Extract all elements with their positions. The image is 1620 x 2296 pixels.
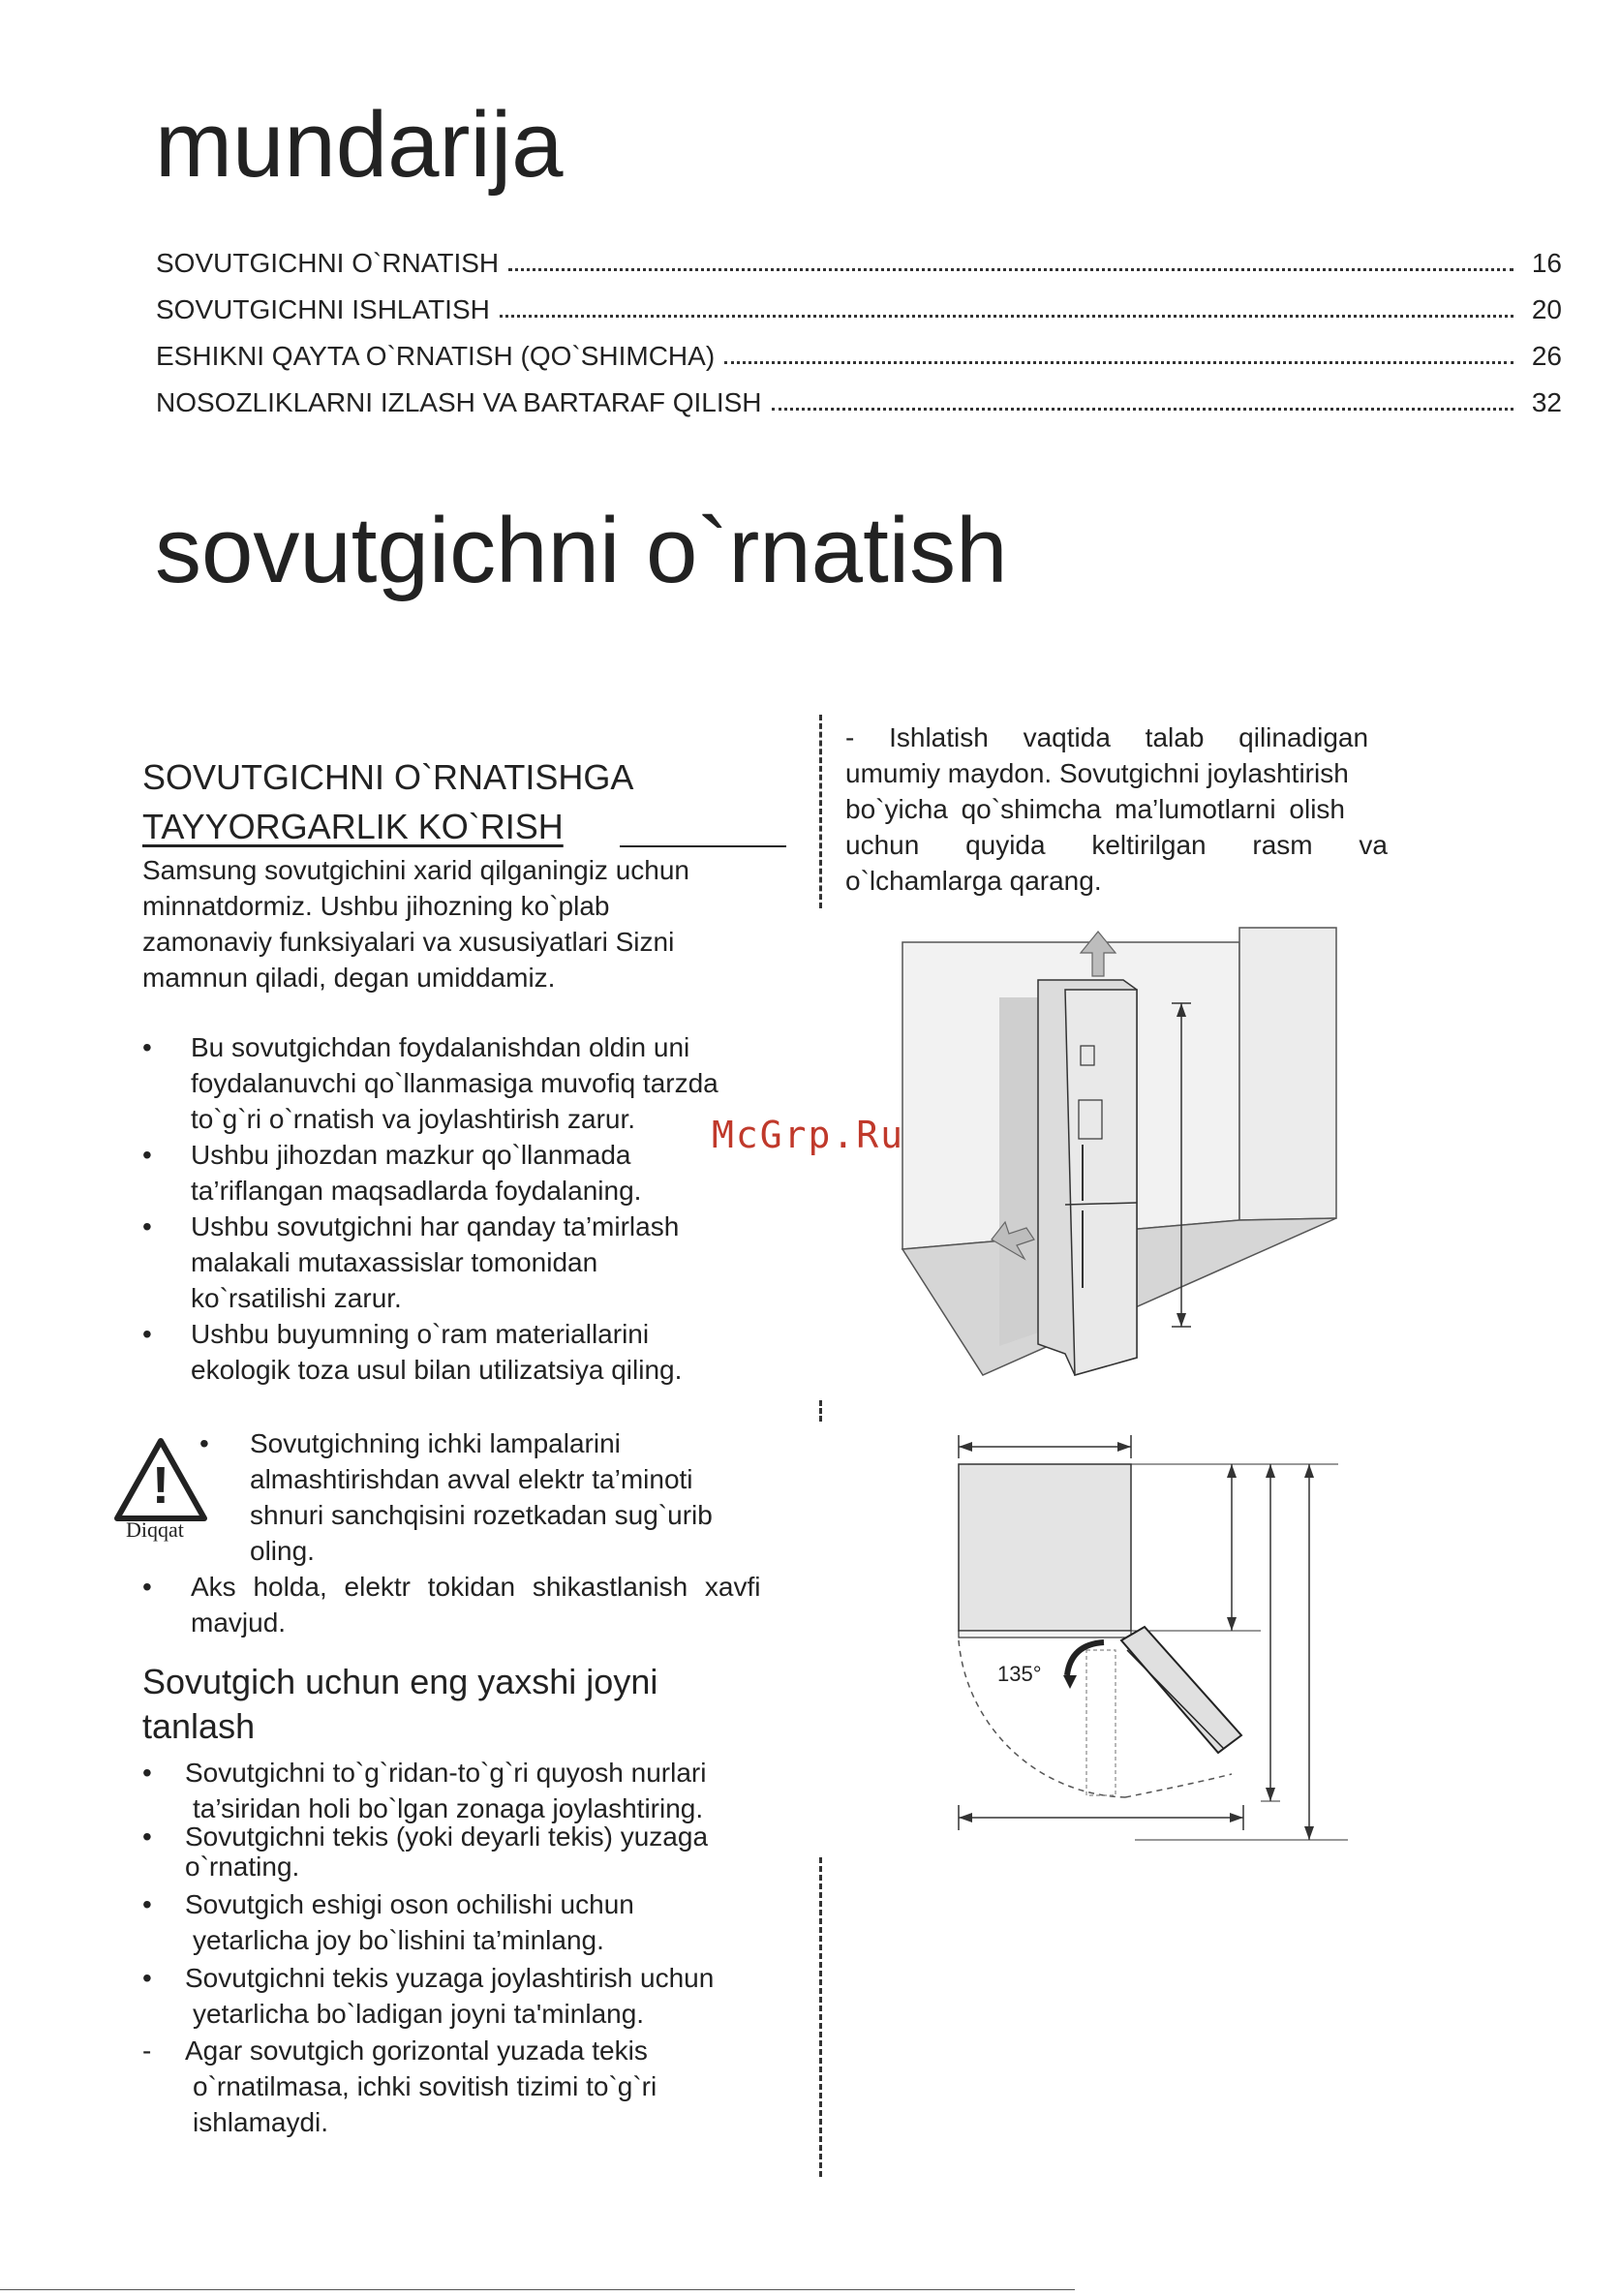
bullet: • — [142, 1889, 152, 1919]
list-item-line: yetarlicha joy bo`lishini ta’minlang. — [193, 1925, 604, 1955]
column-divider — [819, 1400, 822, 1422]
right-line: o`lchamlarga qarang. — [845, 866, 1102, 896]
list-item-line: Sovutgichni tekis (yoki deyarli tekis) yuzaga — [185, 1821, 709, 1852]
list-item-line: foydalanuvchi qo`llanmasiga muvofiq tarzda — [191, 1068, 718, 1098]
section2-title-line: tanlash — [142, 1706, 256, 1746]
warning-line: mavjud. — [191, 1607, 287, 1638]
list-item-line: Sovutgichni tekis yuzaga joylashtirish uchun — [185, 1963, 715, 1993]
bullet: • — [142, 1572, 152, 1602]
list-item-line: Agar sovutgich gorizontal yuzada tekis — [185, 2036, 648, 2066]
list-item-line: o`rnating. — [185, 1852, 300, 1882]
list-item-line: ta’riflangan maqsadlarda foydalaning. — [191, 1176, 642, 1206]
dash: - — [142, 2036, 152, 2066]
chapter-title: sovutgichni o`rnatish — [155, 499, 1008, 602]
warning-line: Sovutgichning ichki lampalarini — [250, 1428, 621, 1458]
warning-label: Diqqat — [126, 1517, 184, 1542]
toc-entry-title: SOVUTGICHNI O`RNATISH — [156, 248, 500, 278]
list-item-line: ekologik toza usul bilan utilizatsiya qiling. — [191, 1355, 683, 1385]
toc-entry[interactable] — [156, 287, 1562, 325]
list-item-line: to`g`ri o`rnatish va joylashtirish zarur. — [191, 1104, 636, 1134]
section2-title-line: Sovutgich uchun eng yaxshi joyni — [142, 1662, 658, 1701]
intro-line: mamnun qiladi, degan umiddamiz. — [142, 963, 556, 993]
door-clearance-diagram — [941, 1425, 1358, 1852]
bullet: • — [142, 1319, 152, 1349]
intro-line: minnatdormiz. Ushbu jihozning ko`plab — [142, 891, 610, 921]
toc-leader — [772, 408, 1513, 411]
toc-leader — [724, 361, 1513, 364]
toc-entry-title: NOSOZLIKLARNI IZLASH VA BARTARAF QILISH — [156, 387, 762, 417]
angle-label: 135° — [997, 1662, 1042, 1686]
warning-line: Aks holda, elektr tokidan shikastlanish xavfi — [191, 1572, 761, 1602]
section-title-line2: TAYYORGARLIK KO`RISH — [142, 807, 564, 846]
toc-entry-title: ESHIKNI QAYTA O`RNATISH (QO`SHIMCHA) — [156, 341, 716, 371]
list-item-line: Sovutgichni to`g`ridan-to`g`ri quyosh nurlari — [185, 1758, 707, 1788]
list-item-line: ta’siridan holi bo`lgan zonaga joylashtiring. — [193, 1793, 704, 1823]
list-item-line: ko`rsatilishi zarur. — [191, 1283, 402, 1313]
toc-entry[interactable] — [156, 380, 1562, 418]
bullet: • — [142, 1821, 152, 1852]
bullet: • — [142, 1032, 152, 1062]
toc-entry-page: 26 — [1531, 341, 1562, 371]
bullet: • — [199, 1428, 209, 1458]
right-paragraph — [845, 719, 1415, 899]
list-item-line: Sovutgich eshigi oson ochilishi uchun — [185, 1889, 634, 1919]
bullet: • — [142, 1211, 152, 1241]
toc-entry-page: 32 — [1531, 387, 1562, 417]
right-line: umumiy maydon. Sovutgichni joylashtirish — [845, 758, 1349, 788]
toc-leader — [500, 315, 1513, 318]
list-item-line: Bu sovutgichdan foydalanishdan oldin uni — [191, 1032, 690, 1062]
section2-title — [142, 1660, 657, 1749]
right-line: bo`yicha qo`shimcha ma’lumotlarni olish — [845, 794, 1345, 824]
toc-entry-title: SOVUTGICHNI ISHLATISH — [156, 294, 490, 324]
footer-rule — [0, 2289, 1075, 2290]
list-item-line: o`rnatilmasa, ichki sovitish tizimi to`g`ri — [193, 2071, 657, 2101]
bullet: • — [142, 1963, 152, 1993]
intro-line: zamonaviy funksiyalari va xususiyatlari Sizni — [142, 927, 675, 957]
warning-icon-symbol: ! — [152, 1456, 169, 1515]
right-line: - Ishlatish vaqtida talab qilinadigan — [845, 722, 1369, 752]
bullet: • — [142, 1140, 152, 1170]
warning-icon — [113, 1437, 208, 1524]
contents-title: mundarija — [155, 93, 564, 197]
list-item-line: ishlamaydi. — [193, 2107, 329, 2137]
section-title-line1: SOVUTGICHNI O`RNATISHGA — [142, 757, 634, 797]
list-item-line: Ushbu sovutgichni har qanday ta’mirlash — [191, 1211, 680, 1241]
toc-entry[interactable] — [156, 240, 1562, 279]
warning-line: shnuri sanchqisini rozetkadan sug`urib — [250, 1500, 713, 1530]
warning-line: almashtirishdan avval elektr ta’minoti — [250, 1464, 693, 1494]
toc-entry[interactable] — [156, 333, 1562, 372]
list-item-line: Ushbu jihozdan mazkur qo`llanmada — [191, 1140, 631, 1170]
bullet: • — [142, 1758, 152, 1788]
list-item-line: Ushbu buyumning o`ram materiallarini — [191, 1319, 650, 1349]
column-divider — [819, 1857, 822, 2177]
watermark: McGrp.Ru — [712, 1114, 905, 1156]
intro-line: Samsung sovutgichini xarid qilganingiz uchun — [142, 855, 690, 885]
list-item-line: yetarlicha bo`ladigan joyni ta'minlang. — [193, 1999, 645, 2029]
toc-entry-page: 16 — [1531, 248, 1562, 278]
toc-entry-page: 20 — [1531, 294, 1562, 324]
section-title-rule — [620, 845, 786, 847]
warning-line: oling. — [250, 1536, 315, 1566]
list-item-line: malakali mutaxassislar tomonidan — [191, 1247, 598, 1277]
right-line: uchun quyida keltirilgan rasm va — [845, 830, 1388, 860]
column-divider — [819, 715, 822, 908]
intro-paragraph — [142, 852, 801, 995]
toc-leader — [508, 268, 1513, 271]
fridge-room-illustration — [891, 920, 1356, 1385]
